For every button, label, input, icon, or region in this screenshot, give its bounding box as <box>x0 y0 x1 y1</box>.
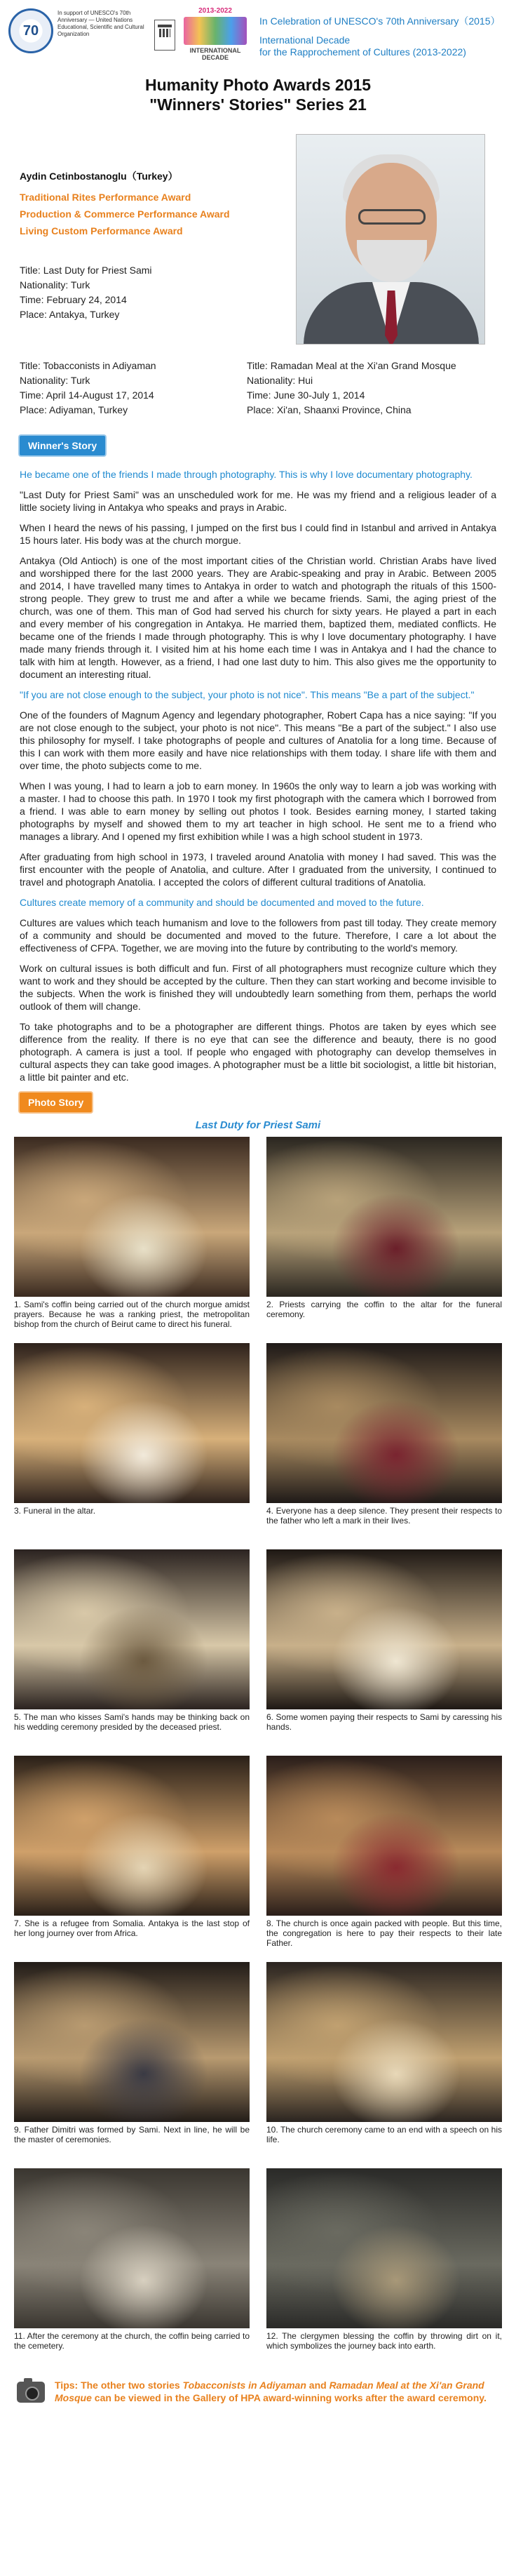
photo-caption: 8. The church is once again packed with people. But this time, the congregation is here to pay their respects to their late Father. <box>266 1918 502 1948</box>
photo-caption: 6. Some women paying their respects to Sami by caressing his hands. <box>266 1712 502 1732</box>
author-name: Aydin Cetinbostanoglu（Turkey） <box>20 171 178 182</box>
photo-caption: 4. Everyone has a deep silence. They present their respects to the father who left a mark in their lives. <box>266 1506 502 1526</box>
photo-caption: 9. Father Dimitri was formed by Sami. Next in line, he will be the master of ceremonies. <box>14 2125 250 2144</box>
decade-label: INTERNATIONAL DECADE <box>189 47 241 61</box>
author-section <box>0 114 516 465</box>
work-title: Tobacconists in Adiyaman <box>43 360 156 371</box>
tips-story-1: Tobacconists in Adiyaman <box>182 2380 306 2391</box>
work-place: Antakya, Turkey <box>49 309 120 320</box>
label: Nationality: <box>20 279 69 291</box>
unesco-70-logo <box>7 6 147 60</box>
label: Nationality: <box>247 375 296 386</box>
photo-image <box>14 1962 250 2122</box>
label: Time: <box>20 389 44 401</box>
story-paragraph: Antakya (Old Antioch) is one of the most important cities of the Christian world. Christian Arabs have lived and worshipped there for the last 2000 years. They are Arabic-speaking and pray in Arabic. Between 2005 and 2014, I have travelled many times to Antakya in order to watch and photograph the rituals of this 1500-strong people. They grew to trust me and after a while we became friends. Sami, the aging priest of the church, was one of them. This man of God had served his church for sixty years. He played a part in each and every member of his congregation in Antakya. He married them, baptized them, mediated conflicts. He became one of the friends I made through photography. This is why I love documentary photography. I have made many friends through it. I visited him at his home each time I was in Antakya and I had the chance to talk with him at length. However, as a friend, I had one last duty to him. This also gives me the opportunity to document an interesting ritual. <box>20 555 496 680</box>
story-paragraph: When I heard the news of his passing, I jumped on the first bus I could find in Istanbul and arrived in Antakya 15 hours later. His body was at the church morgue. <box>20 522 496 546</box>
story-paragraph: To take photographs and to be a photographer are different things. Photos are taken by eyes which see difference from the reality. If there is no eye that can see the difference and beauty, there is no good photograph. A camera is just a tool. If people who engaged with photography can develop themselves in cultural aspects they can take good images. A photographer must be a little bit sociologist, a little bit historian, a little bit painter and etc. <box>20 1021 496 1083</box>
header-text <box>259 15 512 58</box>
photo-image <box>266 1962 502 2122</box>
photo-card <box>266 1756 502 1962</box>
work-title: Last Duty for Priest Sami <box>43 265 152 276</box>
label: Place: <box>20 404 47 415</box>
photo-card <box>14 2168 250 2375</box>
photo-image <box>14 1343 250 1503</box>
photo-caption: 7. She is a refugee from Somalia. Antakya is the last stop of her long journey over from Africa. <box>14 1918 250 1938</box>
header-line-2b: for the Rapprochement of Cultures (2013-2022) <box>259 46 466 58</box>
photo-caption: 3. Funeral in the altar. <box>14 1506 96 1516</box>
story-highlight: "If you are not close enough to the subject, your photo is not nice". This means "Be a part of the subject." <box>20 689 475 700</box>
photo-image <box>14 1549 250 1709</box>
unesco-temple-icon <box>154 20 175 51</box>
award-list <box>20 189 230 239</box>
story-paragraph: After graduating from high school in 1973, I traveled around Anatolia with money I had saved. This was the first encounter with the people of Anatolia, and culture. After I graduated from the university, I continued to travel and photograph Anatolia. I accepted the colors of different cultural traditions of Anatolia. <box>20 851 496 888</box>
photo-caption: 11. After the ceremony at the church, the coffin being carried to the cemetery. <box>14 2331 250 2351</box>
photo-image <box>14 2168 250 2328</box>
work-info-1 <box>20 263 152 322</box>
photo-card <box>14 1549 250 1756</box>
photo-image <box>266 1756 502 1916</box>
photo-caption: 10. The church ceremony came to an end with a speech on his life. <box>266 2125 502 2144</box>
decade-stripes-icon <box>184 17 247 45</box>
photo-image <box>266 2168 502 2328</box>
work-place: Xi'an, Shaanxi Province, China <box>276 404 412 415</box>
title-line-1: Humanity Photo Awards 2015 <box>144 76 372 94</box>
label: Nationality: <box>20 375 69 386</box>
photo-image <box>14 1137 250 1297</box>
photo-card <box>266 2168 502 2375</box>
work-place: Adiyaman, Turkey <box>49 404 128 415</box>
work-info-3 <box>247 359 456 418</box>
photo-image <box>266 1137 502 1297</box>
award-item: Traditional Rites Performance Award <box>20 192 191 203</box>
tips-and: and <box>306 2380 330 2391</box>
photo-card <box>266 1549 502 1756</box>
label: Place: <box>20 309 47 320</box>
label: Title: <box>20 265 41 276</box>
photo-card <box>266 1962 502 2168</box>
author-portrait <box>296 134 485 345</box>
photo-card <box>14 1756 250 1962</box>
award-item: Production & Commerce Performance Award <box>20 208 230 220</box>
tips-text <box>55 2379 495 2404</box>
story-paragraph: "Last Duty for Priest Sami" was an unscheduled work for me. He was my friend and a religious leader of a little society living in Antakya who speaks and prays in Arabic. <box>20 489 496 513</box>
tips-story-2: Ramadan Meal at the Xi'an Grand Mosque <box>55 2380 484 2403</box>
decade-logo <box>184 7 247 60</box>
photo-image <box>266 1549 502 1709</box>
work-info-2 <box>20 359 156 418</box>
decade-years: 2013-2022 <box>198 7 232 15</box>
photo-card <box>266 1343 502 1549</box>
work-nationality: Turk <box>70 375 90 386</box>
work-nationality: Hui <box>298 375 313 386</box>
label: Place: <box>247 404 274 415</box>
photo-card <box>14 1137 250 1343</box>
story-highlight: He became one of the friends I made through photography. This is why I love documentary photography. <box>20 469 473 480</box>
header-line-2a: International Decade <box>259 34 351 46</box>
story-paragraph: Work on cultural issues is both difficult and fun. First of all photographers must recognize culture which they want to work and they should be accepted by the culture. Then they can start working and become invisible to the subjects. When the work is finished they will undoubtedly learn something from them, perhaps the world outlook of them will change. <box>20 963 496 1012</box>
work-nationality: Turk <box>70 279 90 291</box>
photo-caption: 5. The man who kisses Sami's hands may be thinking back on his wedding ceremony presided by the deceased priest. <box>14 1712 250 1732</box>
tips <box>0 2379 516 2404</box>
tips-tail: can be viewed in the Gallery of HPA award-winning works after the award ceremony. <box>91 2392 487 2403</box>
page-title <box>0 75 516 114</box>
work-time: April 14-August 17, 2014 <box>46 389 154 401</box>
label: Time: <box>20 294 44 305</box>
label: Title: <box>247 360 268 371</box>
camera-icon <box>17 2382 45 2403</box>
logo-text: In support of UNESCO's 70th Anniversary — United Nations Educational, Scientific and Cultural Organization <box>57 10 144 37</box>
story-paragraph: When I was young, I had to learn a job to earn money. In 1960s the only way to learn a job was working with a master. I had to choose this path. In 1970 I took my first photograph with the camera which I borrowed from a friend. I was able to earn money by selling out photos I took. Besides earning money, I started taking photographs by myself and showed them to my art teacher in high school. He sent me to a friend who manages a library. And I opened my first exhibition while I was a high school student in 1973. <box>20 780 496 842</box>
work-title: Ramadan Meal at the Xi'an Grand Mosque <box>270 360 456 371</box>
photo-caption: 2. Priests carrying the coffin to the altar for the funeral ceremony. <box>266 1300 502 1319</box>
anniversary-emblem-icon <box>8 8 53 53</box>
photo-card <box>14 1343 250 1549</box>
photo-image <box>266 1343 502 1503</box>
photo-set-title: Last Duty for Priest Sami <box>195 1119 321 1131</box>
title-line-2: "Winners' Stories" Series 21 <box>149 95 367 114</box>
winners-story-label: Winner's Story <box>20 436 105 455</box>
photo-caption: 12. The clergymen blessing the coffin by throwing dirt on it, which symbolizes the journey back into earth. <box>266 2331 502 2351</box>
winners-story <box>0 468 516 1083</box>
story-paragraph: One of the founders of Magnum Agency and legendary photographer, Robert Capa has a nice saying: "If you are not close enough to the subject, your photo is not nice". This means "Be a part of the subject." I also use this philosophy for myself. I take photographs of people and cultures of Anatolia for a long time. Because of this I can work with them more easily and have nice relationships with them today. I share life with them and over time, the photo subjects come to me. <box>20 709 496 771</box>
story-highlight: Cultures create memory of a community and should be documented and moved to the future. <box>20 897 424 908</box>
photo-card <box>14 1962 250 2168</box>
photo-card <box>266 1137 502 1343</box>
label: Time: <box>247 389 271 401</box>
logo-number: 70 <box>22 23 39 39</box>
header <box>0 0 516 67</box>
award-item: Living Custom Performance Award <box>20 225 183 236</box>
header-line-1: In Celebration of UNESCO's 70th Anniversary（2015） <box>259 15 501 27</box>
tips-lead: Tips: The other two stories <box>55 2380 183 2391</box>
story-paragraph: Cultures are values which teach humanism and love to the followers from past till today. They create memory of a community and should be documented and moved to the future. Therefore, I care a lot about the effectiveness of CFPA. Together, we are moving into the future by contributing to the world's memory. <box>20 917 496 954</box>
photo-caption: 1. Sami's coffin being carried out of the church morgue amidst prayers. Because he was a ranking priest, the metropolitan bishop from the church of Beirut came to direct his funeral. <box>14 1300 250 1329</box>
photo-story-label: Photo Story <box>20 1093 92 1112</box>
work-time: February 24, 2014 <box>46 294 127 305</box>
photo-image <box>14 1756 250 1916</box>
photo-grid <box>0 1137 516 2375</box>
label: Title: <box>20 360 41 371</box>
work-time: June 30-July 1, 2014 <box>273 389 365 401</box>
